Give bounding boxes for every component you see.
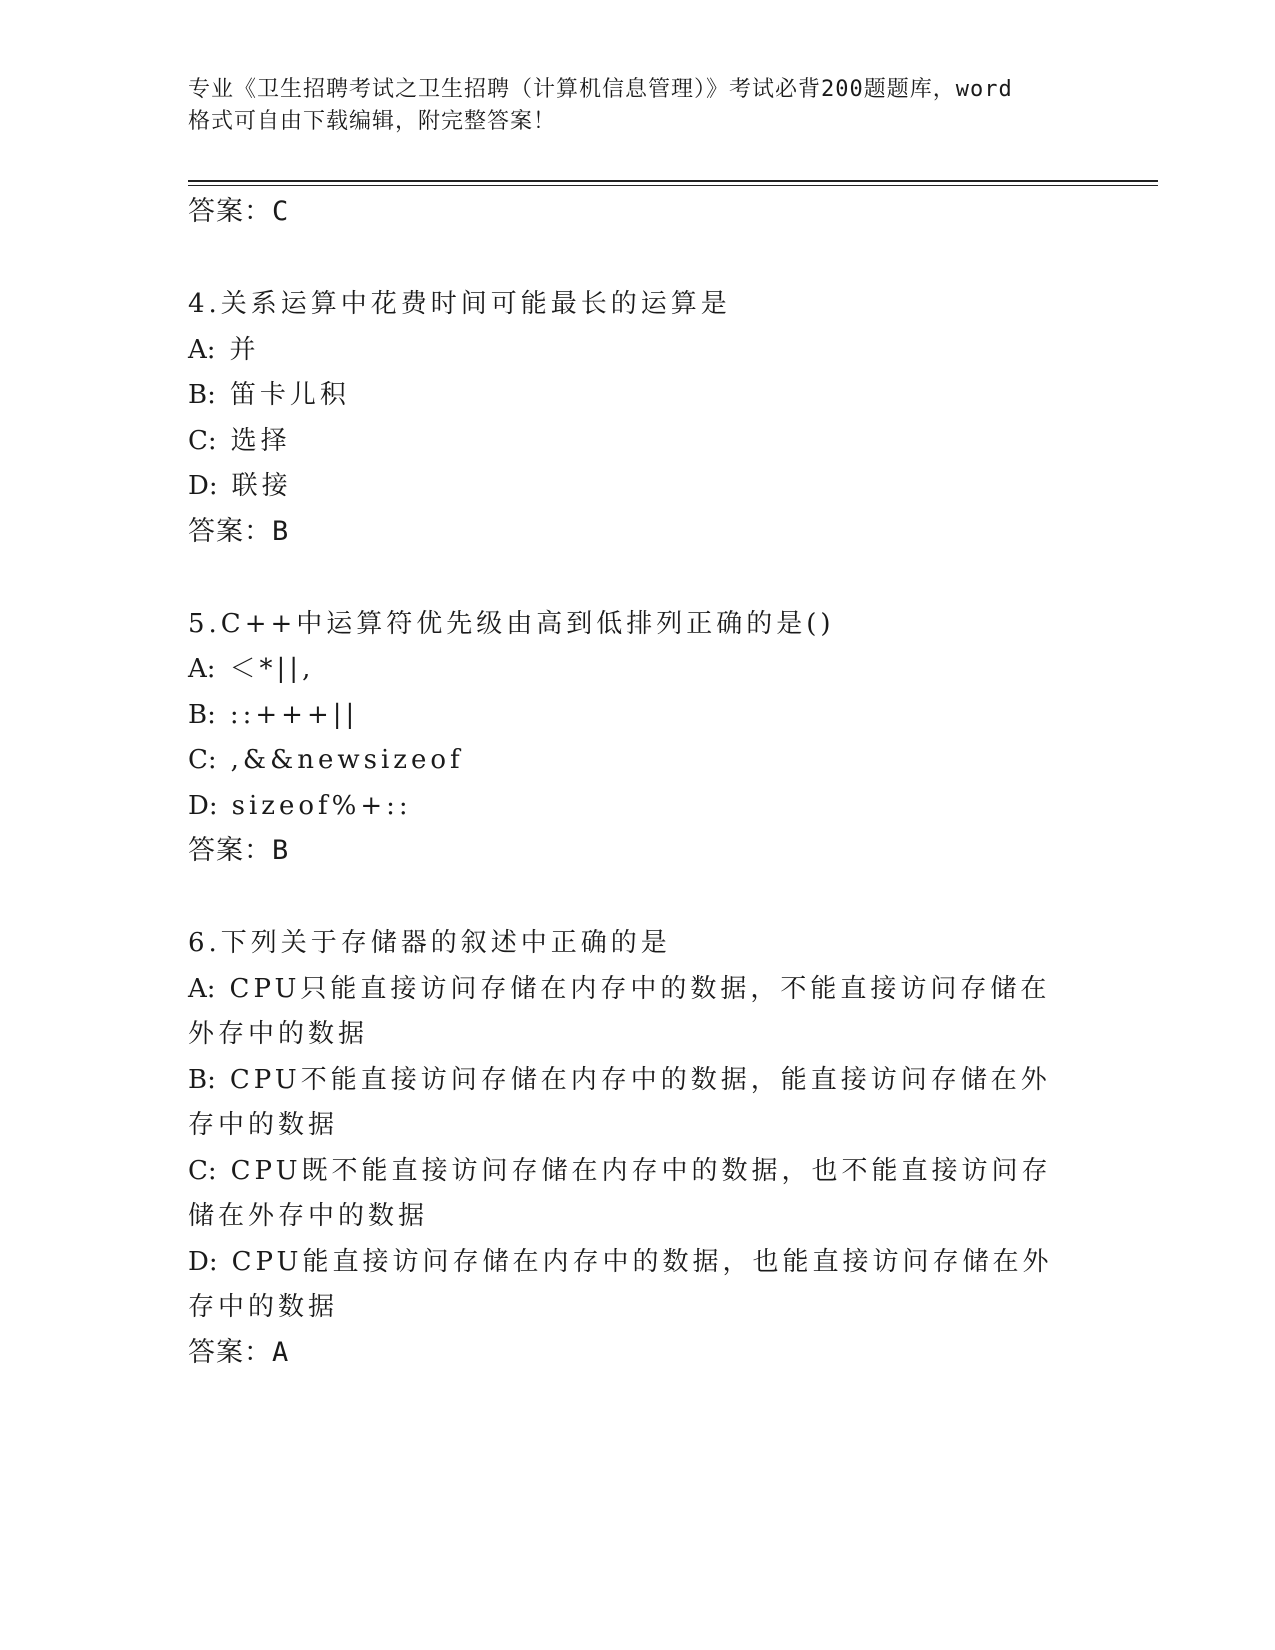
option-tag: B: xyxy=(188,380,216,410)
option-tag: D: xyxy=(188,471,218,501)
option-b xyxy=(188,1058,1078,1149)
option-text: 联接 xyxy=(231,471,292,501)
option-d xyxy=(188,464,1078,510)
option-tag: B: xyxy=(188,699,216,730)
option-text: 并 xyxy=(229,334,260,365)
option-tag: A: xyxy=(188,654,216,684)
header-line-1: 专业《卫生招聘考试之卫生招聘（计算机信息管理）》考试必背200题题库，word xyxy=(188,77,1013,102)
option-b xyxy=(188,693,1078,739)
question-block-5 xyxy=(188,602,1078,874)
option-text: ＜*||, xyxy=(229,654,315,684)
answer-label: 答案：B xyxy=(188,835,290,866)
option-text: 选择 xyxy=(230,425,291,456)
answer-label: 答案：B xyxy=(188,515,290,547)
option-tag: D: xyxy=(188,790,218,821)
option-tag: A: xyxy=(188,334,216,365)
option-tag: C: xyxy=(188,425,217,456)
document-header xyxy=(188,74,1108,138)
option-text: sizeof%+:: xyxy=(231,790,412,821)
option-text: ::+++|| xyxy=(229,699,359,730)
option-b xyxy=(188,373,1078,419)
option-tag: B: xyxy=(188,1064,216,1095)
option-tag: C: xyxy=(188,745,217,775)
option-d xyxy=(188,784,1078,830)
option-tag: D: xyxy=(188,1246,218,1277)
option-c xyxy=(188,1149,1078,1240)
header-divider-thick xyxy=(188,180,1158,182)
option-text: CPU既不能直接访问存储在内存中的数据，也不能直接访问存储在外存中的数据 xyxy=(188,1155,1052,1231)
header-divider-thin xyxy=(188,185,1158,186)
option-c xyxy=(188,738,1078,784)
question-text: 5.C++中运算符优先级由高到低排列正确的是() xyxy=(188,608,835,639)
option-a xyxy=(188,647,1078,693)
option-c xyxy=(188,419,1078,465)
option-text: ,&&newsizeof xyxy=(230,745,464,775)
question-block-6 xyxy=(188,921,1078,1375)
option-text: CPU只能直接访问存储在内存中的数据，不能直接访问存储在外存中的数据 xyxy=(188,973,1051,1049)
option-text: CPU能直接访问存储在内存中的数据，也能直接访问存储在外存中的数据 xyxy=(188,1246,1053,1322)
question-text: 6.下列关于存储器的叙述中正确的是 xyxy=(188,928,671,958)
option-text: CPU不能直接访问存储在内存中的数据，能直接访问存储在外存中的数据 xyxy=(188,1064,1051,1140)
option-a xyxy=(188,328,1078,374)
answer-label: 答案：A xyxy=(188,1336,290,1368)
header-line-2: 格式可自由下载编辑，附完整答案！ xyxy=(188,109,557,134)
question-text: 4.关系运算中花费时间可能最长的运算是 xyxy=(188,289,731,319)
option-d xyxy=(188,1240,1078,1331)
answer-label: 答案：C xyxy=(188,196,290,227)
option-a xyxy=(188,967,1078,1058)
option-tag: C: xyxy=(188,1155,217,1186)
option-text: 笛卡儿积 xyxy=(229,380,350,410)
question-list xyxy=(188,190,1078,1375)
option-tag: A: xyxy=(188,973,216,1004)
question-block-4 xyxy=(188,282,1078,554)
